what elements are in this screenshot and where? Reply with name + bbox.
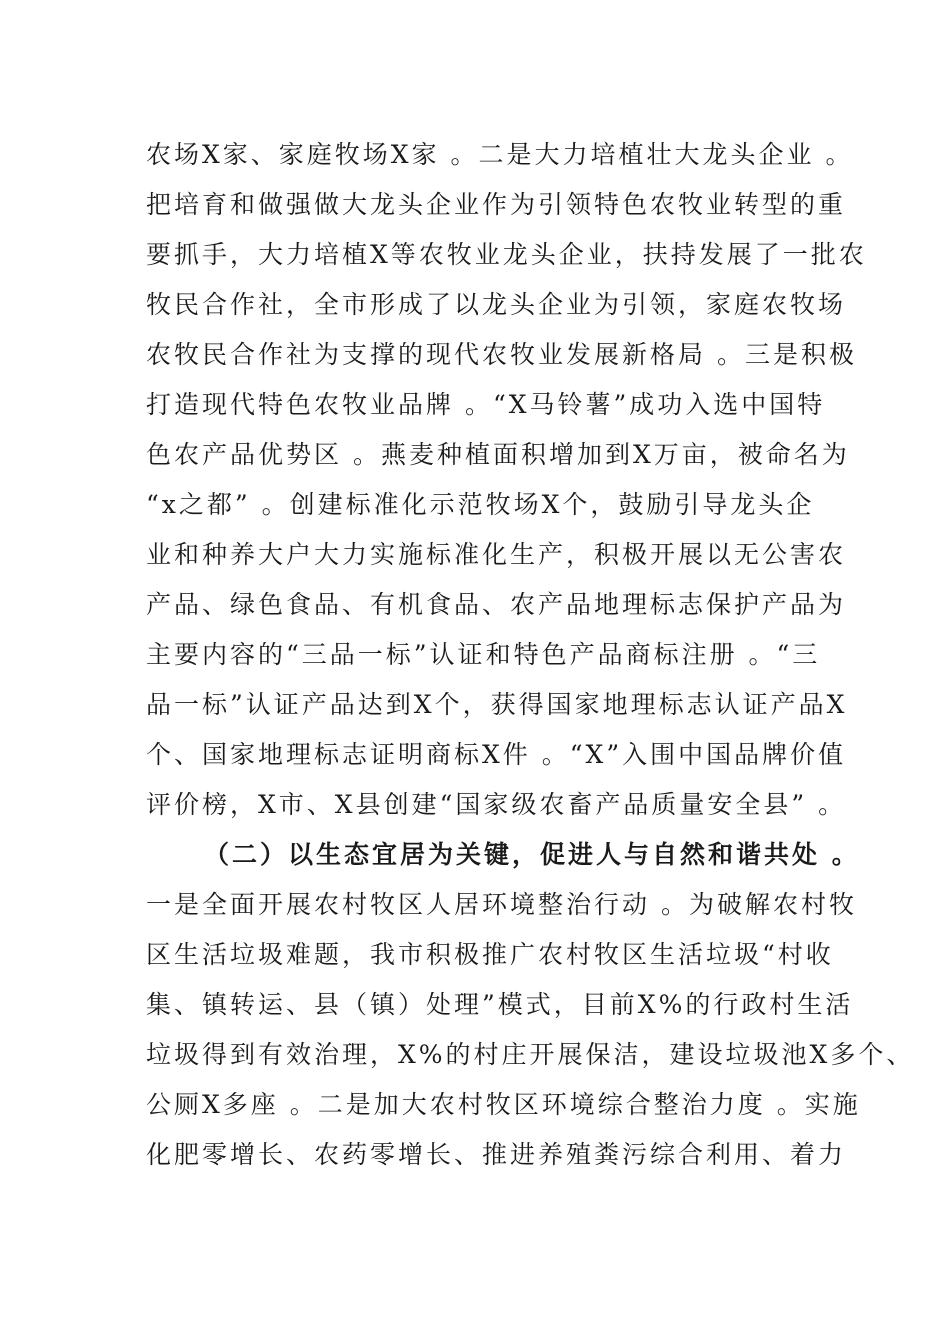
text-line: 色农产品优势区 。燕麦种植面积增加到X万亩，被命名为 <box>146 440 850 469</box>
text-line: 要抓手，大力培植X等农牧业龙头企业，扶持发展了一批农 <box>146 240 867 269</box>
section-heading: （二）以生态宜居为关键，促进人与自然和谐共处 。 <box>204 840 860 869</box>
text-line: 区生活垃圾难题，我市积极推广农村牧区生活垃圾“村收 <box>146 940 834 969</box>
text-line: 一是全面开展农村牧区人居环境整治行动 。为破解农村牧 <box>146 890 857 919</box>
text-line: 公厕X多座 。二是加大农村牧区环境综合整治力度 。实施 <box>146 1090 861 1119</box>
text-line: “x之都” 。创建标准化示范牧场X个，鼓励引导龙头企 <box>146 490 815 519</box>
text-line: 集、镇转运、县（镇）处理”模式，目前X%的行政村生活 <box>146 990 854 1019</box>
text-line: 农牧民合作社为支撑的现代农牧业发展新格局 。三是积极 <box>146 340 857 369</box>
text-line: 化肥零增长、农药零增长、推进养殖粪污综合利用、着力 <box>146 1140 847 1169</box>
text-line: 垃圾得到有效治理，X%的村庄开展保洁，建设垃圾池X多个、 <box>146 1040 915 1069</box>
text-line: 产品、绿色食品、有机食品、农产品地理标志保护产品为 <box>146 590 847 619</box>
text-line: 把培育和做强做大龙头企业作为引领特色农牧业转型的重 <box>146 190 847 219</box>
text-line: 品一标”认证产品达到X个，获得国家地理标志认证产品X <box>146 690 848 719</box>
text-line: 打造现代特色农牧业品牌 。“X马铃薯”成功入选中国特 <box>146 390 826 419</box>
text-line: 个、国家地理标志证明商标X件 。“X”入围中国品牌价值 <box>146 740 847 769</box>
text-line: 主要内容的“三品一标”认证和特色产品商标注册 。“三 <box>146 640 821 669</box>
body-text <box>146 130 915 1180</box>
text-line: 业和种养大户大力实施标准化生产，积极开展以无公害农 <box>146 540 847 569</box>
text-line: 农场X家、家庭牧场X家 。二是大力培植壮大龙头企业 。 <box>146 140 854 169</box>
text-line: 评价榜，X市、X县创建“国家级农畜产品质量安全县” 。 <box>146 790 847 819</box>
text-line: 牧民合作社，全市形成了以龙头企业为引领，家庭农牧场 <box>146 290 847 319</box>
